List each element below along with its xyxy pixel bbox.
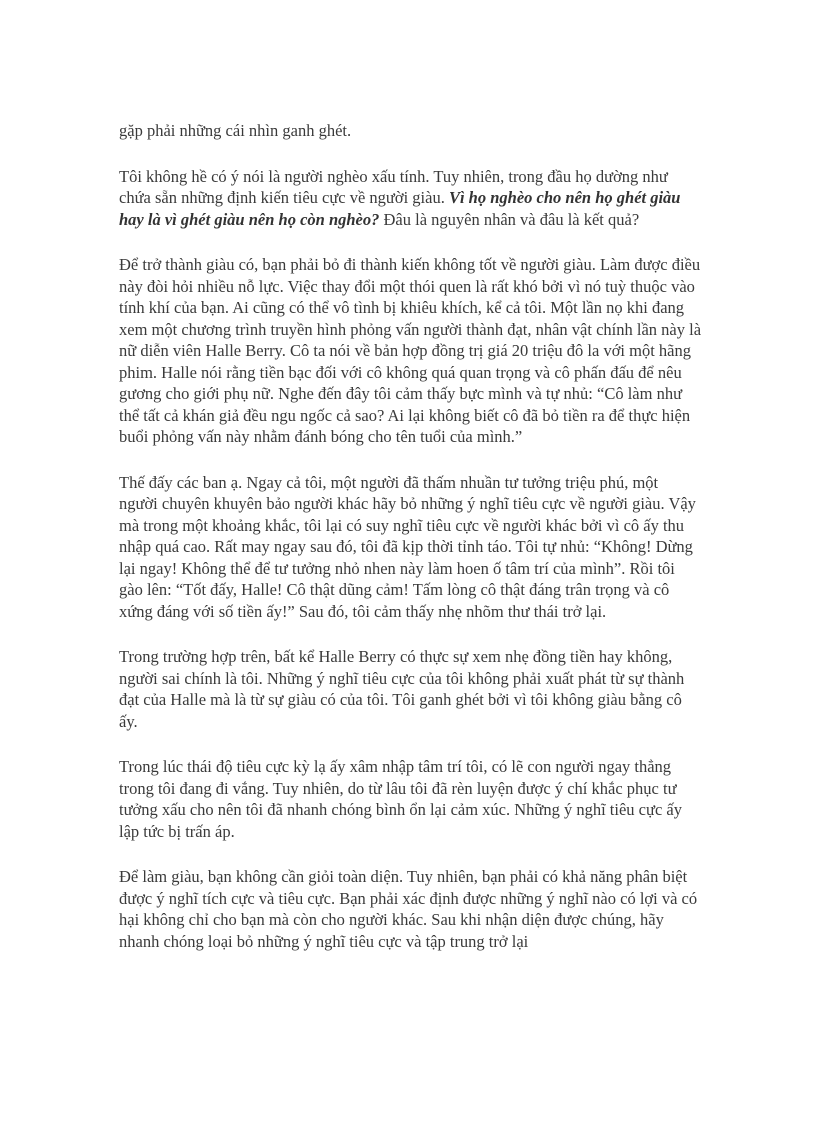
paragraph-5 [119,646,701,732]
paragraph-6 [119,756,701,842]
paragraph-2 [119,166,701,231]
paragraph-3 [119,254,701,448]
paragraph-4 [119,472,701,623]
paragraph-3-text: Để trở thành giàu có, bạn phải bỏ đi thành kiến không tốt về người giàu. Làm được điều này đòi hỏi nhiều nỗ lực. Việc thay đổi một thói quen là rất khó bởi vì nó tuỳ thuộc vào tính khí của bạn. Ai cũng có thể vô tình bị khiêu khích, kể cả tôi. Một lần nọ khi đang xem một chương trình truyền hình phỏng vấn người thành đạt, nhân vật chính lần này là nữ diễn viên Halle Berry. Cô ta nói về bản hợp đồng trị giá 20 triệu đô la với một hãng phim. Halle nói rằng tiền bạc đối với cô không quá quan trọng và cô phấn đấu để nêu gương cho giới phụ nữ. Nghe đến đây tôi cảm thấy bực mình và tự nhủ: “Cô làm như thể tất cả khán giả đều ngu ngốc cả sao? Ai lại không biết cô đã bỏ tiền ra để thực hiện buổi phỏng vấn này nhằm đánh bóng cho tên tuổi của mình.” [119,255,702,446]
document-page [119,120,701,976]
paragraph-1-text: gặp phải những cái nhìn ganh ghét. [119,121,352,140]
paragraph-6-text: Trong lúc thái độ tiêu cực kỳ lạ ấy xâm nhập tâm trí tôi, có lẽ con người ngay thẳng trong tôi đang đi vắng. Tuy nhiên, do từ lâu tôi đã rèn luyện được ý chí khắc phục tư tưởng xấu cho nên tôi đã nhanh chóng bình ổn lại cảm xúc. Những ý nghĩ tiêu cực ấy lập tức bị trấn áp. [119,757,682,841]
paragraph-7 [119,866,701,952]
paragraph-7-text: Để làm giàu, bạn không cần giỏi toàn diện. Tuy nhiên, bạn phải có khả năng phân biệt được ý nghĩ tích cực và tiêu cực. Bạn phải xác định được những ý nghĩ nào có lợi và có hại không chỉ cho bạn mà còn cho người khác. Sau khi nhận diện được chúng, hãy nhanh chóng loại bỏ những ý nghĩ tiêu cực và tập trung trở lại [119,867,698,951]
paragraph-1 [119,120,701,142]
paragraph-2-trailing-text: Đâu là nguyên nhân và đâu là kết quả? [379,209,640,229]
paragraph-2-lead-text: Tôi không hề có ý nói là người nghèo xấu tính. Tuy nhiên, trong đầu họ dường như chứa sẵn những định kiến tiêu cực về người giàu. [119,166,668,207]
paragraph-4-text: Thế đấy các ban ạ. Ngay cả tôi, một người đã thấm nhuần tư tưởng triệu phú, một người chuyên khuyên bảo người khác hãy bỏ những ý nghĩ tiêu cực về người giàu. Vậy mà trong một khoảng khắc, tôi lại có suy nghĩ tiêu cực về người khác bởi vì cô ấy thu nhập quá cao. Rất may ngay sau đó, tôi đã kịp thời tỉnh táo. Tôi tự nhủ: “Không! Dừng lại ngay! Không thể để tư tưởng nhỏ nhen này làm hoen ố tâm trí của mình”. Rồi tôi gào lên: “Tốt đấy, Halle! Cô thật dũng cảm! Tấm lòng cô thật đáng trân trọng và cô xứng đáng với số tiền ấy!” Sau đó, tôi cảm thấy nhẹ nhõm thư thái trở lại. [119,472,696,621]
paragraph-2-emphasis-question: Vì họ nghèo cho nên họ ghét giàu hay là vì ghét giàu nên họ còn nghèo? [119,188,681,229]
paragraph-5-text: Trong trường hợp trên, bất kể Halle Berry có thực sự xem nhẹ đồng tiền hay không, người sai chính là tôi. Những ý nghĩ tiêu cực của tôi không phải xuất phát từ sự thành đạt của Halle mà là từ sự giàu có của tôi. Tôi ganh ghét bởi vì tôi không giàu bằng cô ấy. [119,647,685,731]
